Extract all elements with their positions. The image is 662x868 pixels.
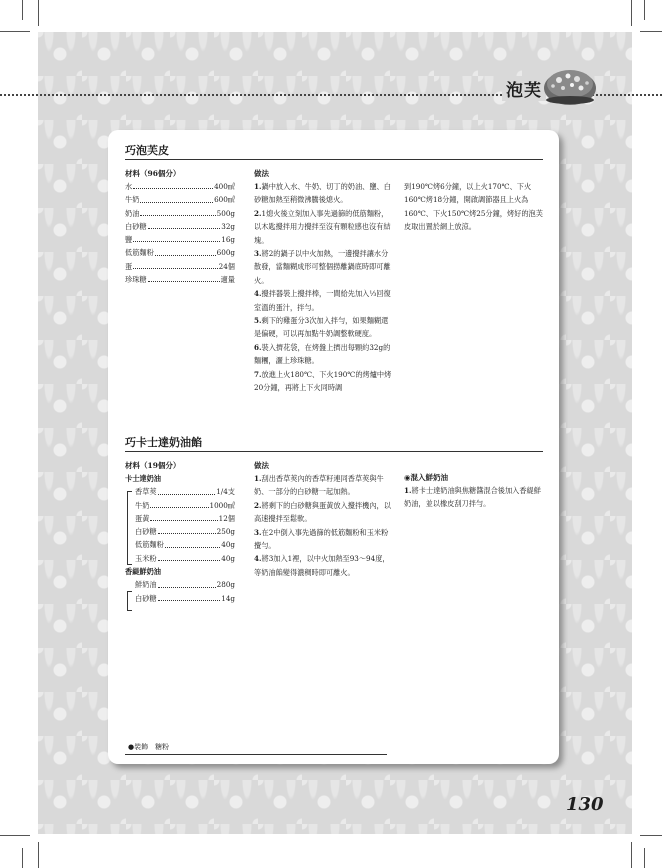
ingredient-qty: 14g (221, 593, 235, 603)
step-text: 鍋中放入水、牛奶、切丁的奶油、鹽、白砂糖加熱至稍微沸騰後熄火。 (254, 182, 391, 205)
method-step (404, 484, 544, 511)
step-number: 5. (254, 316, 262, 326)
cream-puff-photo (541, 64, 599, 106)
step-number: 6. (254, 342, 262, 352)
crop-mark (22, 0, 23, 20)
ingredient-name: 低筋麵粉 (135, 540, 164, 550)
leader-dots (148, 220, 221, 229)
ingredient-name: 鮮奶油 (135, 580, 157, 590)
ingredient-name: 牛奶 (135, 500, 150, 510)
crop-mark (38, 842, 39, 868)
group-bracket (127, 591, 132, 611)
section-title-custard-filling: 巧卡士達奶油餡 (125, 436, 202, 449)
ingredient-qty: 250g (216, 527, 235, 537)
ingredient-row (125, 512, 235, 525)
ingredient-name: 牛奶 (125, 195, 140, 205)
method-steps (254, 472, 392, 579)
ingredient-group-label: 香緹鮮奶油 (125, 567, 161, 577)
ingredient-row (125, 273, 235, 286)
method-step (254, 287, 392, 314)
ingredient-name: 香草莢 (135, 487, 157, 497)
ingredient-name: 白砂糖 (135, 527, 157, 537)
ingredient-name: 白砂糖 (135, 593, 157, 603)
method-steps (254, 180, 392, 395)
step-number: 2. (254, 208, 262, 218)
method-step (254, 472, 392, 499)
ingredient-name: 玉米粉 (135, 553, 157, 563)
leader-dots (158, 578, 216, 587)
step-text: 刮出香草莢內的香草籽連同香草莢與牛奶、一部分的白砂糖一起加熱。 (254, 474, 384, 497)
method-step (254, 341, 392, 368)
step-number: 7. (254, 369, 262, 379)
step-text: 剩下的雞蛋分3次加入拌勻，如果麵糊還是偏硬，可以再加點牛奶調整軟硬度。 (254, 316, 389, 339)
method-step (254, 247, 392, 287)
ingredient-row (125, 193, 235, 206)
ingredient-row (125, 485, 235, 498)
leader-dots (140, 193, 213, 202)
step-text: 將2的鍋子以中火加熱，一邊攪拌讓水分散發，當麵糊成形可整個撈離鍋底時即可離火。 (254, 249, 391, 285)
decoration-note: ●裝飾 糖粉 (128, 743, 170, 751)
ingredient-row (125, 233, 235, 246)
step-number: 3. (254, 249, 262, 259)
crop-mark (38, 0, 39, 26)
ingredient-name: 白砂糖 (125, 221, 147, 231)
leader-dots (140, 207, 215, 216)
leader-dots (150, 512, 217, 521)
materials-label: 材料（96個分） (125, 169, 181, 178)
crop-mark (0, 31, 30, 32)
leader-dots (133, 233, 220, 242)
group-bracket (127, 491, 132, 565)
ingredient-name: 蛋 (125, 261, 133, 271)
ingredient-qty: 適量 (220, 275, 235, 285)
step-text: 在2中倒入事先過篩的低筋麵粉和玉米粉攪勻。 (254, 527, 389, 551)
ingredient-qty: 12個 (218, 513, 235, 523)
ingredient-qty: 40g (221, 540, 235, 550)
leader-dots (158, 552, 221, 561)
ingredient-name: 蛋黃 (135, 513, 150, 523)
leader-dots (133, 180, 213, 189)
ingredient-name: 珍珠糖 (125, 275, 147, 285)
ingredient-qty: 24個 (218, 261, 235, 271)
leader-dots (148, 273, 220, 282)
leader-dots (158, 525, 216, 534)
ingredient-row (125, 260, 235, 273)
step-text: 1熄火後立刻加入事先過篩的低筋麵粉，以木匙攪拌用力攪拌至沒有顆粒感也沒有結塊。 (254, 208, 391, 245)
ingredient-qty: 16g (221, 235, 235, 245)
ingredient-qty: 600g (216, 248, 235, 258)
step-text: 放進上火180℃、下火190℃的烤爐中烤20分鐘，再將上下火同時調 (254, 369, 392, 393)
method-steps-continued (404, 180, 544, 234)
method-step (254, 180, 392, 207)
method-step (254, 314, 392, 341)
ingredient-qty: 1000㎖ (209, 500, 235, 510)
materials-label: 材料（19個分） (125, 461, 181, 470)
chapter-title: 泡芙 (502, 76, 546, 101)
method-steps-whipped-cream (404, 484, 544, 511)
ingredient-name: 奶油 (125, 208, 140, 218)
ingredient-row (125, 246, 235, 259)
step-number: 2. (254, 500, 262, 510)
ingredient-row (125, 578, 235, 591)
sub-heading: ◉混入鮮奶油 (404, 473, 449, 482)
step-number: 1. (254, 182, 262, 191)
leader-dots (165, 538, 220, 547)
ingredient-row (125, 220, 235, 233)
ingredient-qty: 1/4支 (216, 487, 235, 497)
step-text: 將卡士達奶油與焦糖醬混合後加入香緹鮮奶油，並以橡皮刮刀拌勻。 (404, 486, 541, 509)
section-rule (125, 159, 543, 160)
method-label: 做法 (254, 169, 269, 178)
leader-dots (155, 246, 216, 255)
step-text: 裝入擠花袋，在烤盤上擠出每顆約32g的麵糰，灑上珍珠糖。 (254, 342, 391, 366)
ingredient-qty: 40g (221, 553, 235, 563)
leader-dots (150, 499, 208, 508)
footer-rule (125, 754, 387, 755)
step-number: 1. (254, 474, 262, 483)
ingredient-row (125, 499, 235, 512)
ingredient-row (125, 552, 235, 565)
page-number: 130 (566, 794, 604, 815)
step-number: 4. (254, 554, 262, 564)
method-step (254, 526, 392, 553)
ingredient-list (125, 472, 235, 605)
method-step (254, 368, 392, 395)
ingredient-row (125, 538, 235, 551)
step-text: 攪拌器裝上攪拌棒，一間給先加入⅓回復室溫的蛋汁，拌勻。 (254, 289, 391, 312)
ingredient-row (125, 592, 235, 605)
step-continuation: 到190℃烤6分鐘，以上火170℃、下火160℃烤18分鐘，開啟調節器且上火為160℃、下火150℃烤25分鐘，烤好的泡芙皮取出置於網上放涼。 (404, 182, 543, 232)
step-number: 4. (254, 289, 262, 299)
crop-mark (0, 835, 30, 836)
ingredient-name: 低筋麵粉 (125, 248, 154, 258)
ingredient-name: 水 (125, 182, 133, 191)
ingredient-group-label: 卡士達奶油 (125, 474, 161, 483)
crop-mark (631, 842, 632, 868)
method-step (254, 499, 392, 526)
ingredient-list (125, 180, 235, 286)
ingredient-qty: 400㎖ (214, 182, 235, 191)
crop-mark (22, 848, 23, 868)
ingredient-qty: 32g (221, 221, 235, 231)
recipe-card (108, 130, 559, 764)
section-rule (125, 451, 543, 452)
ingredient-name: 鹽 (125, 235, 133, 245)
step-text: 將剩下的白砂糖與蛋黃放入攪拌機內，以高速攪拌至鬆軟。 (254, 500, 391, 524)
method-step (254, 207, 392, 247)
step-number: 1. (404, 486, 412, 495)
method-step (254, 552, 392, 579)
leader-dots (133, 260, 217, 269)
ingredient-row (125, 525, 235, 538)
ingredient-row (125, 207, 235, 220)
section-title-choux-shell: 巧泡芙皮 (125, 144, 169, 157)
crop-mark (640, 835, 662, 836)
step-number: 3. (254, 527, 262, 537)
crop-mark (644, 848, 645, 868)
crop-mark (631, 0, 632, 26)
step-text: 將3加入1裡，以中火加熱至93～94度，等奶油餡變得濃稠時即可離火。 (254, 554, 390, 577)
method-label: 做法 (254, 461, 269, 470)
ingredient-qty: 500g (216, 208, 235, 218)
leader-dots (158, 592, 221, 601)
crop-mark (640, 31, 662, 32)
leader-dots (158, 485, 216, 494)
crop-mark (644, 0, 645, 20)
ingredient-qty: 600㎖ (214, 195, 235, 205)
ingredient-row (125, 180, 235, 193)
ingredient-qty: 280g (216, 580, 235, 590)
